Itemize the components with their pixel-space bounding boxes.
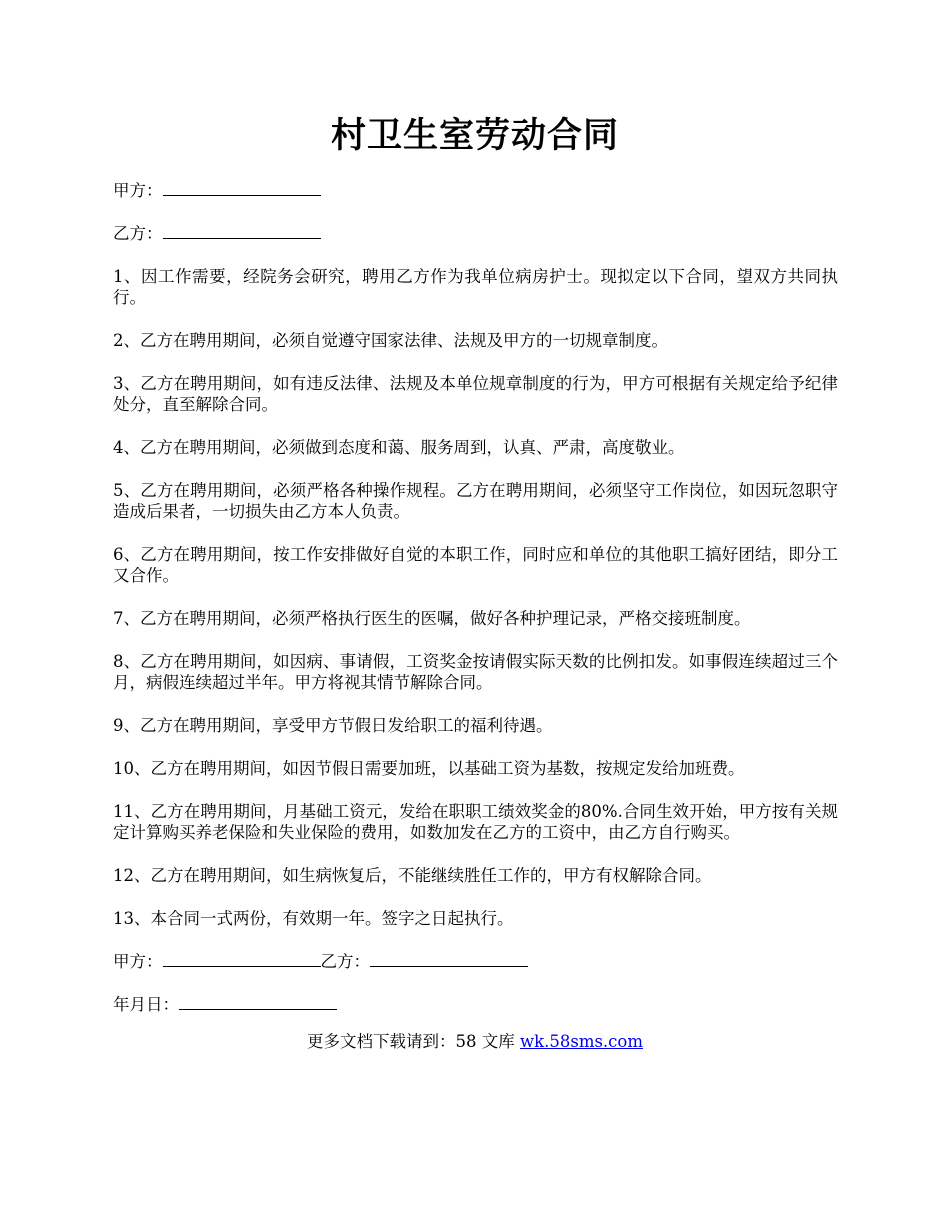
footer (0, 1031, 950, 1053)
clause-9: 9、乙方在聘用期间，享受甲方节假日发给职工的福利待遇。 (113, 716, 553, 735)
clause-1: 1、因工作需要，经院务会研究，聘用乙方作为我单位病房护士。现拟定以下合同，望双方共同执行。 (113, 267, 838, 307)
footer-link[interactable]: wk.58sms.com (519, 1032, 643, 1051)
footer-text: 更多文档下载请到：58 文库 (306, 1032, 520, 1051)
clause-4: 4、乙方在聘用期间，必须做到态度和蔼、服务周到，认真、严肃，高度敬业。 (113, 438, 685, 457)
party-a-blank (163, 180, 321, 196)
clause-10: 10、乙方在聘用期间，如因节假日需要加班，以基础工资为基数，按规定发给加班费。 (113, 759, 745, 778)
party-b-line (113, 223, 838, 244)
party-a-label: 甲方： (113, 181, 163, 200)
sign-party-a-blank (163, 951, 321, 967)
document-body (113, 180, 838, 1037)
party-a-line (113, 180, 838, 201)
clause-13: 13、本合同一式两份，有效期一年。签字之日起执行。 (113, 909, 514, 928)
clause-11: 11、乙方在聘用期间，月基础工资元，发给在职职工绩效奖金的80%.合同生效开始，甲方按有关规定计算购买养老保险和失业保险的费用，如数加发在乙方的工资中，由乙方自行购买。 (113, 802, 838, 842)
sign-party-b-blank (370, 951, 528, 967)
party-b-blank (163, 223, 321, 239)
document-title: 村卫生室劳动合同 (330, 115, 619, 156)
date-line (113, 994, 838, 1015)
date-blank (179, 994, 337, 1010)
date-label: 年月日： (113, 995, 179, 1014)
sign-party-a-label: 甲方： (113, 952, 163, 971)
clause-3: 3、乙方在聘用期间，如有违反法律、法规及本单位规章制度的行为，甲方可根据有关规定给予纪律处分，直至解除合同。 (113, 374, 838, 414)
clause-7: 7、乙方在聘用期间，必须严格执行医生的医嘱，做好各种护理记录，严格交接班制度。 (113, 609, 751, 628)
signature-line (113, 951, 838, 972)
sign-party-b-label: 乙方： (320, 952, 370, 971)
clause-5: 5、乙方在聘用期间，必须严格各种操作规程。乙方在聘用期间，必须坚守工作岗位，如因玩忽职守造成后果者，一切损失由乙方本人负责。 (113, 481, 838, 521)
party-b-label: 乙方： (113, 224, 163, 243)
clause-2: 2、乙方在聘用期间，必须自觉遵守国家法律、法规及甲方的一切规章制度。 (113, 331, 668, 350)
clause-12: 12、乙方在聘用期间，如生病恢复后，不能继续胜任工作的，甲方有权解除合同。 (113, 866, 712, 885)
clause-8: 8、乙方在聘用期间，如因病、事请假，工资奖金按请假实际天数的比例扣发。如事假连续超过三个月，病假连续超过半年。甲方将视其情节解除合同。 (113, 652, 838, 692)
clause-6: 6、乙方在聘用期间，按工作安排做好自觉的本职工作，同时应和单位的其他职工搞好团结，即分工又合作。 (113, 545, 838, 585)
